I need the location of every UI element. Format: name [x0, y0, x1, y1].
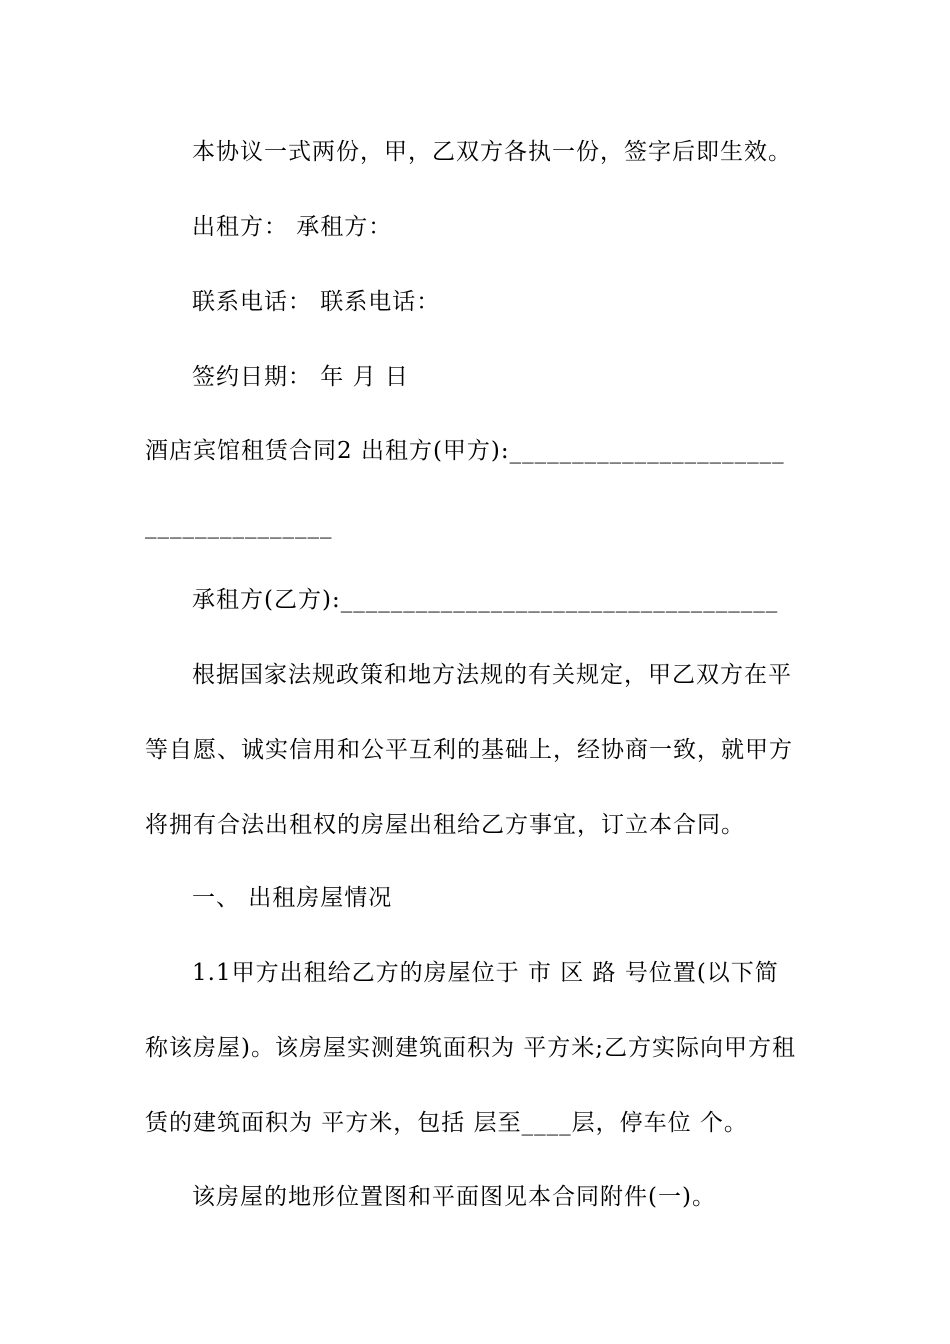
paragraph-attachment-note: 该房屋的地形位置图和平面图见本合同附件(一)。: [192, 1184, 716, 1210]
paragraph-preamble-line-3: 将拥有合法出租权的房屋出租给乙方事宜，订立本合同。: [145, 812, 745, 838]
paragraph-preamble-line-2: 等自愿、诚实信用和公平互利的基础上，经协商一致，就甲方: [145, 737, 793, 763]
clause-1-1-line-1: 1.1甲方出租给乙方的房屋位于 市 区 路 号位置(以下简: [192, 960, 779, 986]
paragraph-preamble-line-1: 根据国家法规政策和地方法规的有关规定，甲乙双方在平: [192, 662, 792, 688]
paragraph-lessor-lessee-signature: 出租方： 承租方：: [192, 214, 393, 240]
paragraph-lessee: 承租方(乙方):___________________________________: [192, 587, 779, 613]
section-heading-1: 一、 出租房屋情况: [192, 885, 393, 911]
paragraph-contact-phone: 联系电话： 联系电话：: [192, 289, 441, 315]
contract-title-lessor-line: 酒店宾馆租赁合同2 出租方(甲方):______________________: [145, 438, 785, 464]
paragraph-signing-date: 签约日期： 年 月 日: [192, 364, 409, 390]
clause-1-1-line-2: 称该房屋)。该房屋实测建筑面积为 平方米;乙方实际向甲方租: [145, 1035, 797, 1061]
blank-underline: _______________: [145, 513, 333, 539]
clause-1-1-line-3: 赁的建筑面积为 平方米，包括 层至____层，停车位 个。: [145, 1110, 748, 1136]
paragraph-agreement-copies: 本协议一式两份，甲，乙双方各执一份，签字后即生效。: [192, 139, 792, 165]
